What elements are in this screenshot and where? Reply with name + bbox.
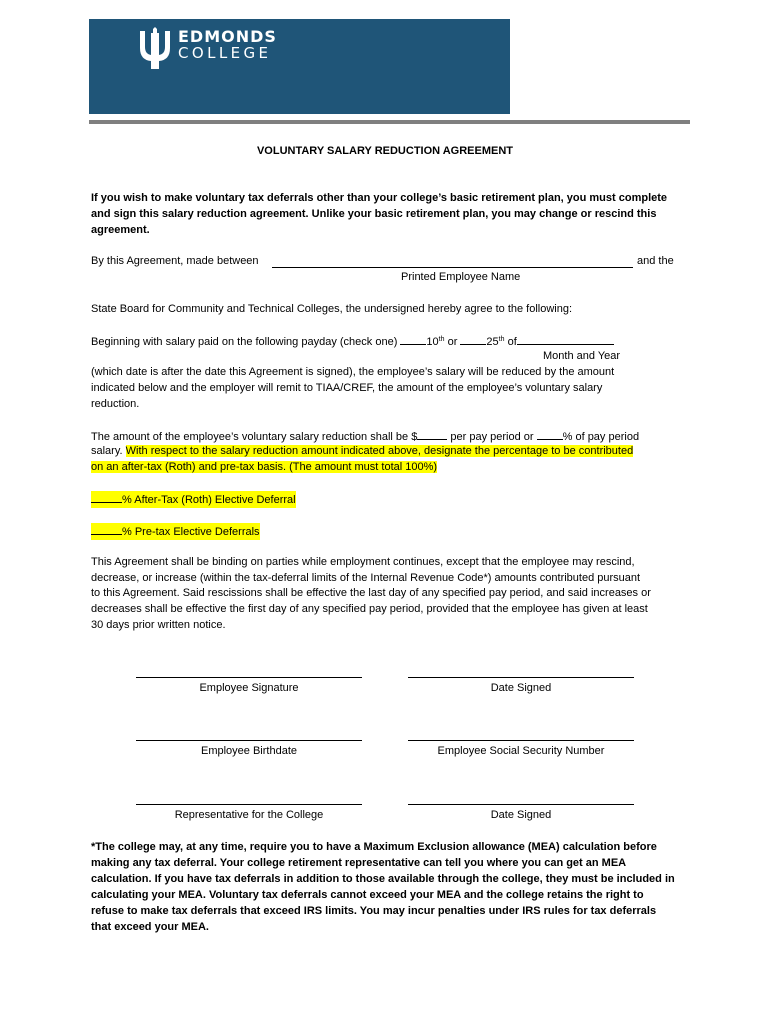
logo-line2: COLLEGE — [178, 44, 272, 62]
pre-tax-percent-field[interactable] — [91, 523, 122, 535]
roth-instruction-highlight-2: on an after-tax (Roth) and pre-tax basis. (The amount must total 100%) — [91, 461, 438, 473]
intro-line-3: agreement. — [91, 224, 150, 236]
which-date-line-2: indicated below and the employer will remit to TIAA/CREF, the amount of the employee’s voluntary salary — [91, 382, 603, 394]
after-tax-label: % After-Tax (Roth) Elective Deferral — [122, 494, 296, 506]
payday-25th-label: 25 — [486, 336, 499, 348]
employee-birthdate-caption: Employee Birthdate — [201, 745, 297, 757]
agreement-prefix: By this Agreement, made between — [91, 255, 259, 267]
payday-10th-checkbox[interactable] — [400, 333, 426, 345]
pre-tax-label: % Pre-tax Elective Deferrals — [122, 526, 260, 538]
employee-ssn-caption: Employee Social Security Number — [437, 745, 605, 757]
logo-line1: EDMONDS — [178, 27, 277, 46]
document-title: VOLUNTARY SALARY REDUCTION AGREEMENT — [256, 145, 514, 157]
intro-line-2: and sign this salary reduction agreement. Unlike your basic retirement plan, you may change or rescind this — [91, 208, 657, 220]
date-signed-caption-2: Date Signed — [490, 809, 552, 821]
amount-text-1: The amount of the employee’s voluntary salary reduction shall be $ — [91, 431, 418, 443]
amount-line-1 — [91, 428, 639, 445]
employee-signature-caption: Employee Signature — [199, 682, 299, 694]
date-signed-line-1[interactable] — [408, 677, 634, 678]
footnote-line-5: refuse to make tax deferrals that exceed IRS limits. You may incur penalties under IRS rules for tax deferrals — [91, 905, 657, 917]
binding-line-3: to this Agreement. Said rescissions shall be effective the last day of any specified pay period, and said increases or — [91, 587, 651, 599]
binding-line-2: decrease, or increase (within the tax-deferral limits of the Internal Revenue Code*) amounts contributed pursuant — [91, 572, 641, 584]
roth-instruction-highlight-1: With respect to the salary reduction amount indicated above, designate the percentage to be contributed — [125, 445, 634, 457]
binding-line-4: decreases shall be effective the first day of any specified pay period, provided that the employee has given at least — [91, 603, 648, 615]
amount-text-2: per pay period or — [450, 431, 534, 443]
amount-line-3 — [91, 460, 437, 475]
pre-tax-deferral-row — [91, 523, 260, 540]
percent-amount-field[interactable] — [537, 428, 563, 440]
header-divider — [89, 120, 690, 124]
intro-line-1: If you wish to make voluntary tax deferrals other than your college’s basic retirement plan, you must complete — [91, 192, 668, 204]
employee-name-field[interactable] — [272, 267, 633, 268]
footnote-line-2: making any tax deferral. Your college retirement representative can tell you where you can get an MEA — [91, 857, 627, 869]
footnote-line-1: *The college may, at any time, require you to have a Maximum Exclusion allowance (MEA) calculation before — [91, 841, 657, 853]
dollar-amount-field[interactable] — [417, 428, 447, 440]
state-board-text: State Board for Community and Technical Colleges, the undersigned hereby agree to the following: — [91, 303, 573, 315]
agreement-suffix: and the — [637, 255, 674, 267]
employee-name-caption: Printed Employee Name — [401, 271, 521, 283]
footnote-line-4: calculating your MEA. Voluntary tax deferrals cannot exceed your MEA and the college retains the right to — [91, 889, 644, 901]
payday-10th-sup: th — [438, 336, 445, 343]
binding-line-1: This Agreement shall be binding on parties while employment continues, except that the employee may rescind, — [91, 556, 635, 568]
employee-birthdate-line[interactable] — [136, 740, 362, 741]
footnote-line-3: calculation. If you have tax deferrals in addition to those available through the college, they must be included in — [91, 873, 675, 885]
date-signed-caption-1: Date Signed — [490, 682, 552, 694]
after-tax-percent-field[interactable] — [91, 491, 122, 503]
payday-of: of — [507, 336, 517, 348]
payday-25th-sup: th — [498, 336, 505, 343]
month-year-caption: Month and Year — [543, 350, 621, 362]
which-date-line-3: reduction. — [91, 398, 140, 410]
binding-line-5: 30 days prior written notice. — [91, 619, 226, 631]
date-signed-line-2[interactable] — [408, 804, 634, 805]
employee-signature-line[interactable] — [136, 677, 362, 678]
employee-ssn-line[interactable] — [408, 740, 634, 741]
payday-prefix: Beginning with salary paid on the following payday (check one) — [91, 336, 398, 348]
which-date-line-1: (which date is after the date this Agreement is signed), the employee’s salary will be reduced by the amount — [91, 366, 615, 378]
representative-line[interactable] — [136, 804, 362, 805]
payday-10th-label: 10 — [426, 336, 439, 348]
after-tax-deferral-row — [91, 491, 296, 508]
college-logo-text — [178, 29, 277, 61]
month-year-field[interactable] — [517, 333, 614, 345]
footnote-line-6: that exceed your MEA. — [91, 921, 209, 933]
payday-line — [91, 333, 614, 350]
amount-line-2 — [91, 444, 633, 459]
amount-text-3: % of pay period — [562, 431, 640, 443]
payday-or: or — [447, 336, 458, 348]
trident-logo-icon — [136, 27, 174, 73]
representative-caption: Representative for the College — [174, 809, 324, 821]
payday-25th-checkbox[interactable] — [460, 333, 486, 345]
amount-salary-text: salary. — [91, 445, 123, 457]
